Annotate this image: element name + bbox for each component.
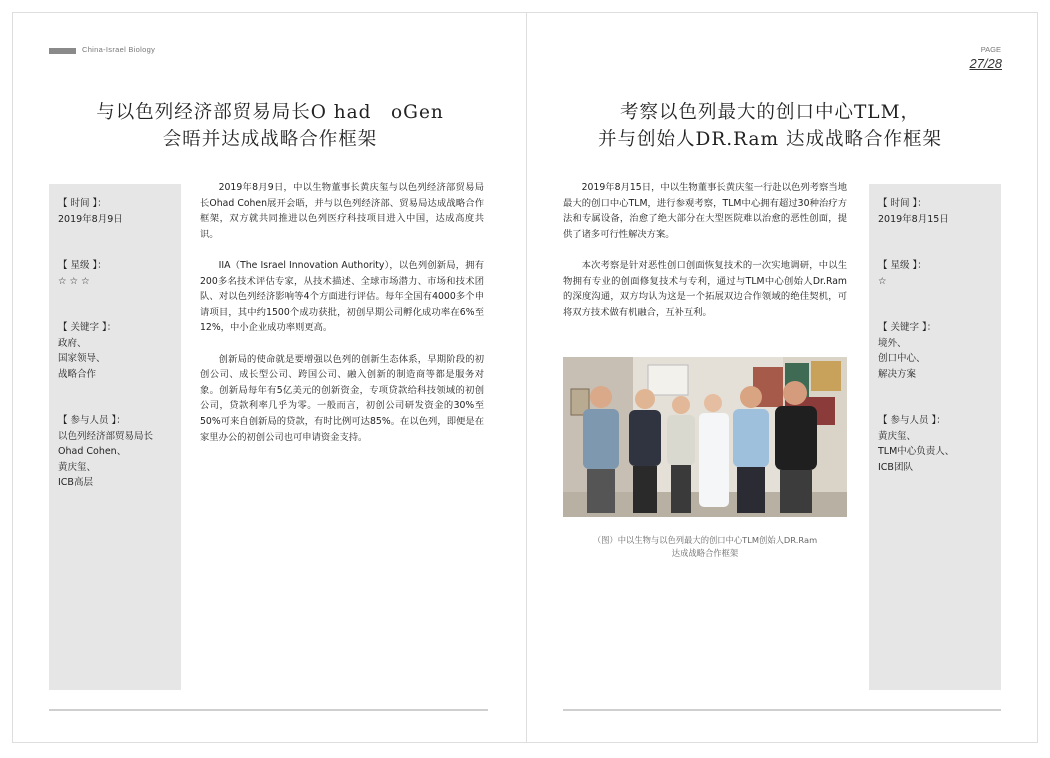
left-footer-rule bbox=[49, 709, 488, 711]
right-stars-section bbox=[878, 258, 993, 289]
stars-label: 【 星级 】： bbox=[58, 260, 107, 271]
left-keywords-section bbox=[58, 320, 173, 382]
keywords-label: 【 关键字 】： bbox=[878, 322, 937, 333]
paragraph: 2019年8月9日，中以生物董事长黄庆玺与以色列经济部贸易局长Ohad Cohen展开会晤，并与以色列经济部、贸易局达成战略合作框架，双方就共同推进以色列医疗科技项目进入中国，达成高度共识。 bbox=[200, 182, 484, 240]
brand-name: China-Israel Biology bbox=[82, 45, 156, 54]
right-time-section bbox=[878, 196, 993, 227]
right-participants-section bbox=[878, 413, 993, 475]
paragraph: 本次考察是针对恶性创口创面恢复技术的一次实地调研，中以生物拥有专业的创面修复技术与专利，通过与TLM中心创始人Dr.Ram的深度沟通，双方均认为这是一个拓展双边合作领域的绝佳契机，可将双方技术做有机融合，互补互利。 bbox=[563, 259, 847, 318]
keyword-item: 政府、 bbox=[58, 337, 87, 349]
left-stars-section bbox=[58, 258, 173, 289]
time-label: 【 时间 】： bbox=[878, 198, 927, 209]
caption-line-1: （图）中以生物与以色列最大的创口中心TLM创始人DR.Ram bbox=[592, 535, 818, 545]
right-info-sidebar bbox=[869, 184, 1001, 690]
caption-line-2: 达成战略合作框架 bbox=[671, 548, 739, 558]
right-footer-rule bbox=[563, 709, 1001, 711]
participants-label: 【 参与人员 】： bbox=[878, 415, 946, 426]
participant-item: 黄庆玺、 bbox=[58, 461, 97, 473]
participant-item: ICB高层 bbox=[58, 477, 93, 488]
right-title-line-2: 并与创始人DR.Ram 达成战略合作框架 bbox=[598, 129, 942, 150]
keyword-item: 国家领导、 bbox=[58, 353, 106, 364]
page-number: 27/28 bbox=[969, 56, 1002, 71]
star-rating: ☆ ☆ ☆ bbox=[58, 275, 90, 287]
keyword-item: 解决方案 bbox=[878, 368, 917, 380]
right-article-body bbox=[563, 180, 847, 336]
right-article-title bbox=[560, 99, 980, 153]
left-participants-section bbox=[58, 413, 173, 491]
time-value: 2019年8月9日 bbox=[58, 213, 123, 225]
left-article-body bbox=[200, 180, 484, 461]
paragraph: 创新局的使命就是要增强以色列的创新生态体系，早期阶段的初创公司、成长型公司、跨国公司、融入创新的制造商等都是服务对象。创新局每年有5亿美元的创新资金，专项贷款给科技领域的初创公司，贷款利率几乎为零。一般而言，初创公司研发资金的30%至50%可来自创新局的贷款，有时比例可达85%。在以色列，即便是在家里办公的初创公司也可申请资金支持。 bbox=[200, 353, 484, 443]
group-photo bbox=[563, 357, 847, 517]
brand-bar bbox=[49, 48, 76, 54]
right-title-line-1: 考察以色列最大的创口中心TLM， bbox=[619, 102, 921, 123]
stars-label: 【 星级 】： bbox=[878, 260, 927, 271]
left-title-line-2: 会晤并达成战略合作框架 bbox=[162, 129, 378, 150]
page-label: PAGE bbox=[980, 45, 1001, 54]
keyword-item: 境外、 bbox=[878, 337, 907, 349]
left-time-section bbox=[58, 196, 173, 227]
participant-item: TLM中心负责人、 bbox=[878, 446, 955, 457]
participant-item: 以色列经济部贸易局长 bbox=[58, 430, 154, 442]
participants-label: 【 参与人员 】： bbox=[58, 415, 126, 426]
paragraph: IIA（The Israel Innovation Authority），以色列创新局，拥有200多名技术评估专家，从技术描述、全球市场潜力、市场和技术团队、对以色列经济影响等4个方面进行评估。每年全国有4000多个申请项目，其中约1500个成功获批，初创早期公司孵化成功率在6%至12%，中小企业成功率则更高。 bbox=[200, 259, 484, 334]
keyword-item: 战略合作 bbox=[58, 368, 97, 380]
keyword-item: 创口中心、 bbox=[878, 353, 926, 364]
right-keywords-section bbox=[878, 320, 993, 382]
participant-item: 黄庆玺、 bbox=[878, 430, 917, 442]
photo-caption bbox=[563, 534, 847, 560]
left-title-line-1: 与以色列经济部贸易局长O had oGen bbox=[96, 102, 444, 123]
time-value: 2019年8月15日 bbox=[878, 213, 949, 225]
keywords-label: 【 关键字 】： bbox=[58, 322, 117, 333]
time-label: 【 时间 】： bbox=[58, 198, 107, 209]
star-rating: ☆ bbox=[878, 275, 887, 287]
participant-item: Ohad Cohen、 bbox=[58, 446, 127, 457]
left-article-title bbox=[60, 99, 480, 153]
paragraph: 2019年8月15日，中以生物董事长黄庆玺一行赴以色列考察当地最大的创口中心TLM，进行参观考察，TLM中心拥有超过30种治疗方法和专属设备，治愈了绝大部分在大型医院难以治愈的恶性创面，提供了诸多可行性解决方案。 bbox=[563, 182, 847, 240]
group-photo-illustration bbox=[563, 357, 847, 517]
left-info-sidebar bbox=[49, 184, 181, 690]
participant-item: ICB团队 bbox=[878, 461, 913, 473]
